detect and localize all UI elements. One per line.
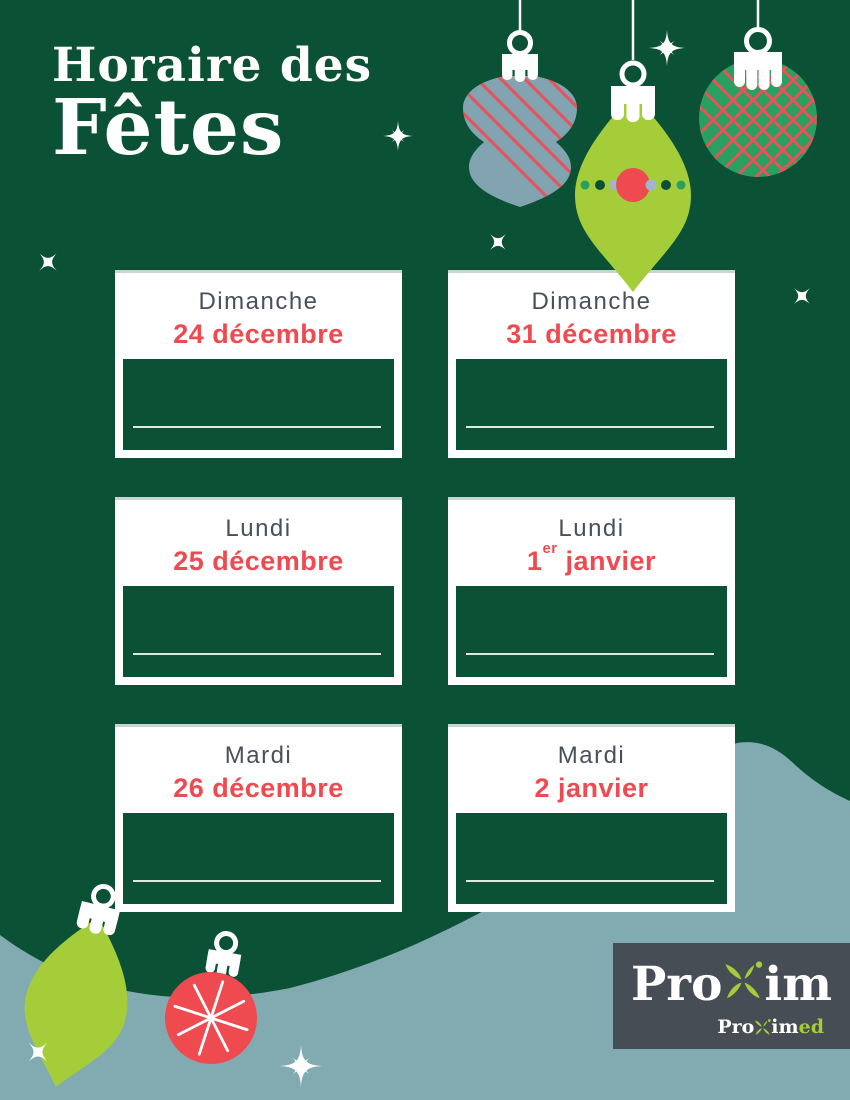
card-day-label: Mardi: [557, 742, 626, 769]
card-header: [123, 727, 394, 813]
card-hours-area: [456, 359, 727, 450]
schedule-card: [115, 497, 402, 685]
card-header: [456, 500, 727, 586]
card-date-label: 2 janvier: [534, 773, 649, 803]
card-hours-area: [456, 586, 727, 677]
red-ball-snowflake-bauble-icon: [158, 926, 266, 1066]
sparkle-8point-icon: [279, 1044, 323, 1088]
crosshatch-ball-bauble-icon: [693, 0, 823, 185]
schedule-card: [115, 270, 402, 458]
card-hours-area: [123, 359, 394, 450]
card-date-label: 24 décembre: [173, 319, 344, 349]
proxim-petal-x-icon: [723, 961, 763, 1001]
card-date-label: 25 décembre: [173, 546, 344, 576]
sparkle-x-icon: [35, 249, 61, 275]
page-title-line2: Fêtes: [52, 82, 285, 173]
card-hours-area: [123, 813, 394, 904]
card-date-label: 26 décembre: [173, 773, 344, 803]
card-day-label: Lundi: [225, 515, 292, 542]
hours-write-line: [133, 653, 381, 655]
card-day-label: Dimanche: [198, 288, 319, 315]
card-hours-area: [456, 813, 727, 904]
sparkle-x-icon: [24, 1038, 52, 1066]
hours-write-line: [466, 426, 714, 428]
schedule-card: [448, 724, 735, 912]
sparkle-x-icon: [486, 230, 510, 254]
proximed-text-pre: Pro: [717, 1016, 755, 1038]
hours-write-line: [466, 880, 714, 882]
proxim-logo-text-post: im: [764, 956, 833, 1012]
proximed-text-suffix: ed: [798, 1016, 824, 1038]
hours-write-line: [466, 653, 714, 655]
card-day-label: Mardi: [224, 742, 293, 769]
proximed-petal-x-icon: [754, 1019, 771, 1036]
schedule-grid: [115, 270, 735, 912]
card-hours-area: [123, 586, 394, 677]
card-day-label: Lundi: [558, 515, 625, 542]
proxim-logo-box: [613, 943, 850, 1049]
proxim-logo-text-pre: Pro: [630, 956, 723, 1012]
sparkle-x-icon: [790, 284, 814, 308]
card-day-label: Dimanche: [531, 288, 652, 315]
card-date-label: 31 décembre: [506, 319, 677, 349]
schedule-card: [448, 497, 735, 685]
proxim-logo: [613, 955, 850, 1013]
proximed-text-mid: im: [771, 1016, 799, 1038]
card-header: [456, 727, 727, 813]
striped-finial-bauble-icon: [460, 0, 580, 240]
page-title-line1: Horaire des: [52, 38, 373, 93]
card-date-label: 1er janvier: [526, 540, 657, 576]
schedule-card: [115, 724, 402, 912]
sparkle-8point-icon: [382, 120, 414, 152]
proximed-logo: [717, 1016, 824, 1038]
hours-write-line: [133, 426, 381, 428]
card-header: [123, 273, 394, 359]
card-header: [123, 500, 394, 586]
sparkle-8point-icon: [648, 29, 686, 67]
hours-write-line: [133, 880, 381, 882]
